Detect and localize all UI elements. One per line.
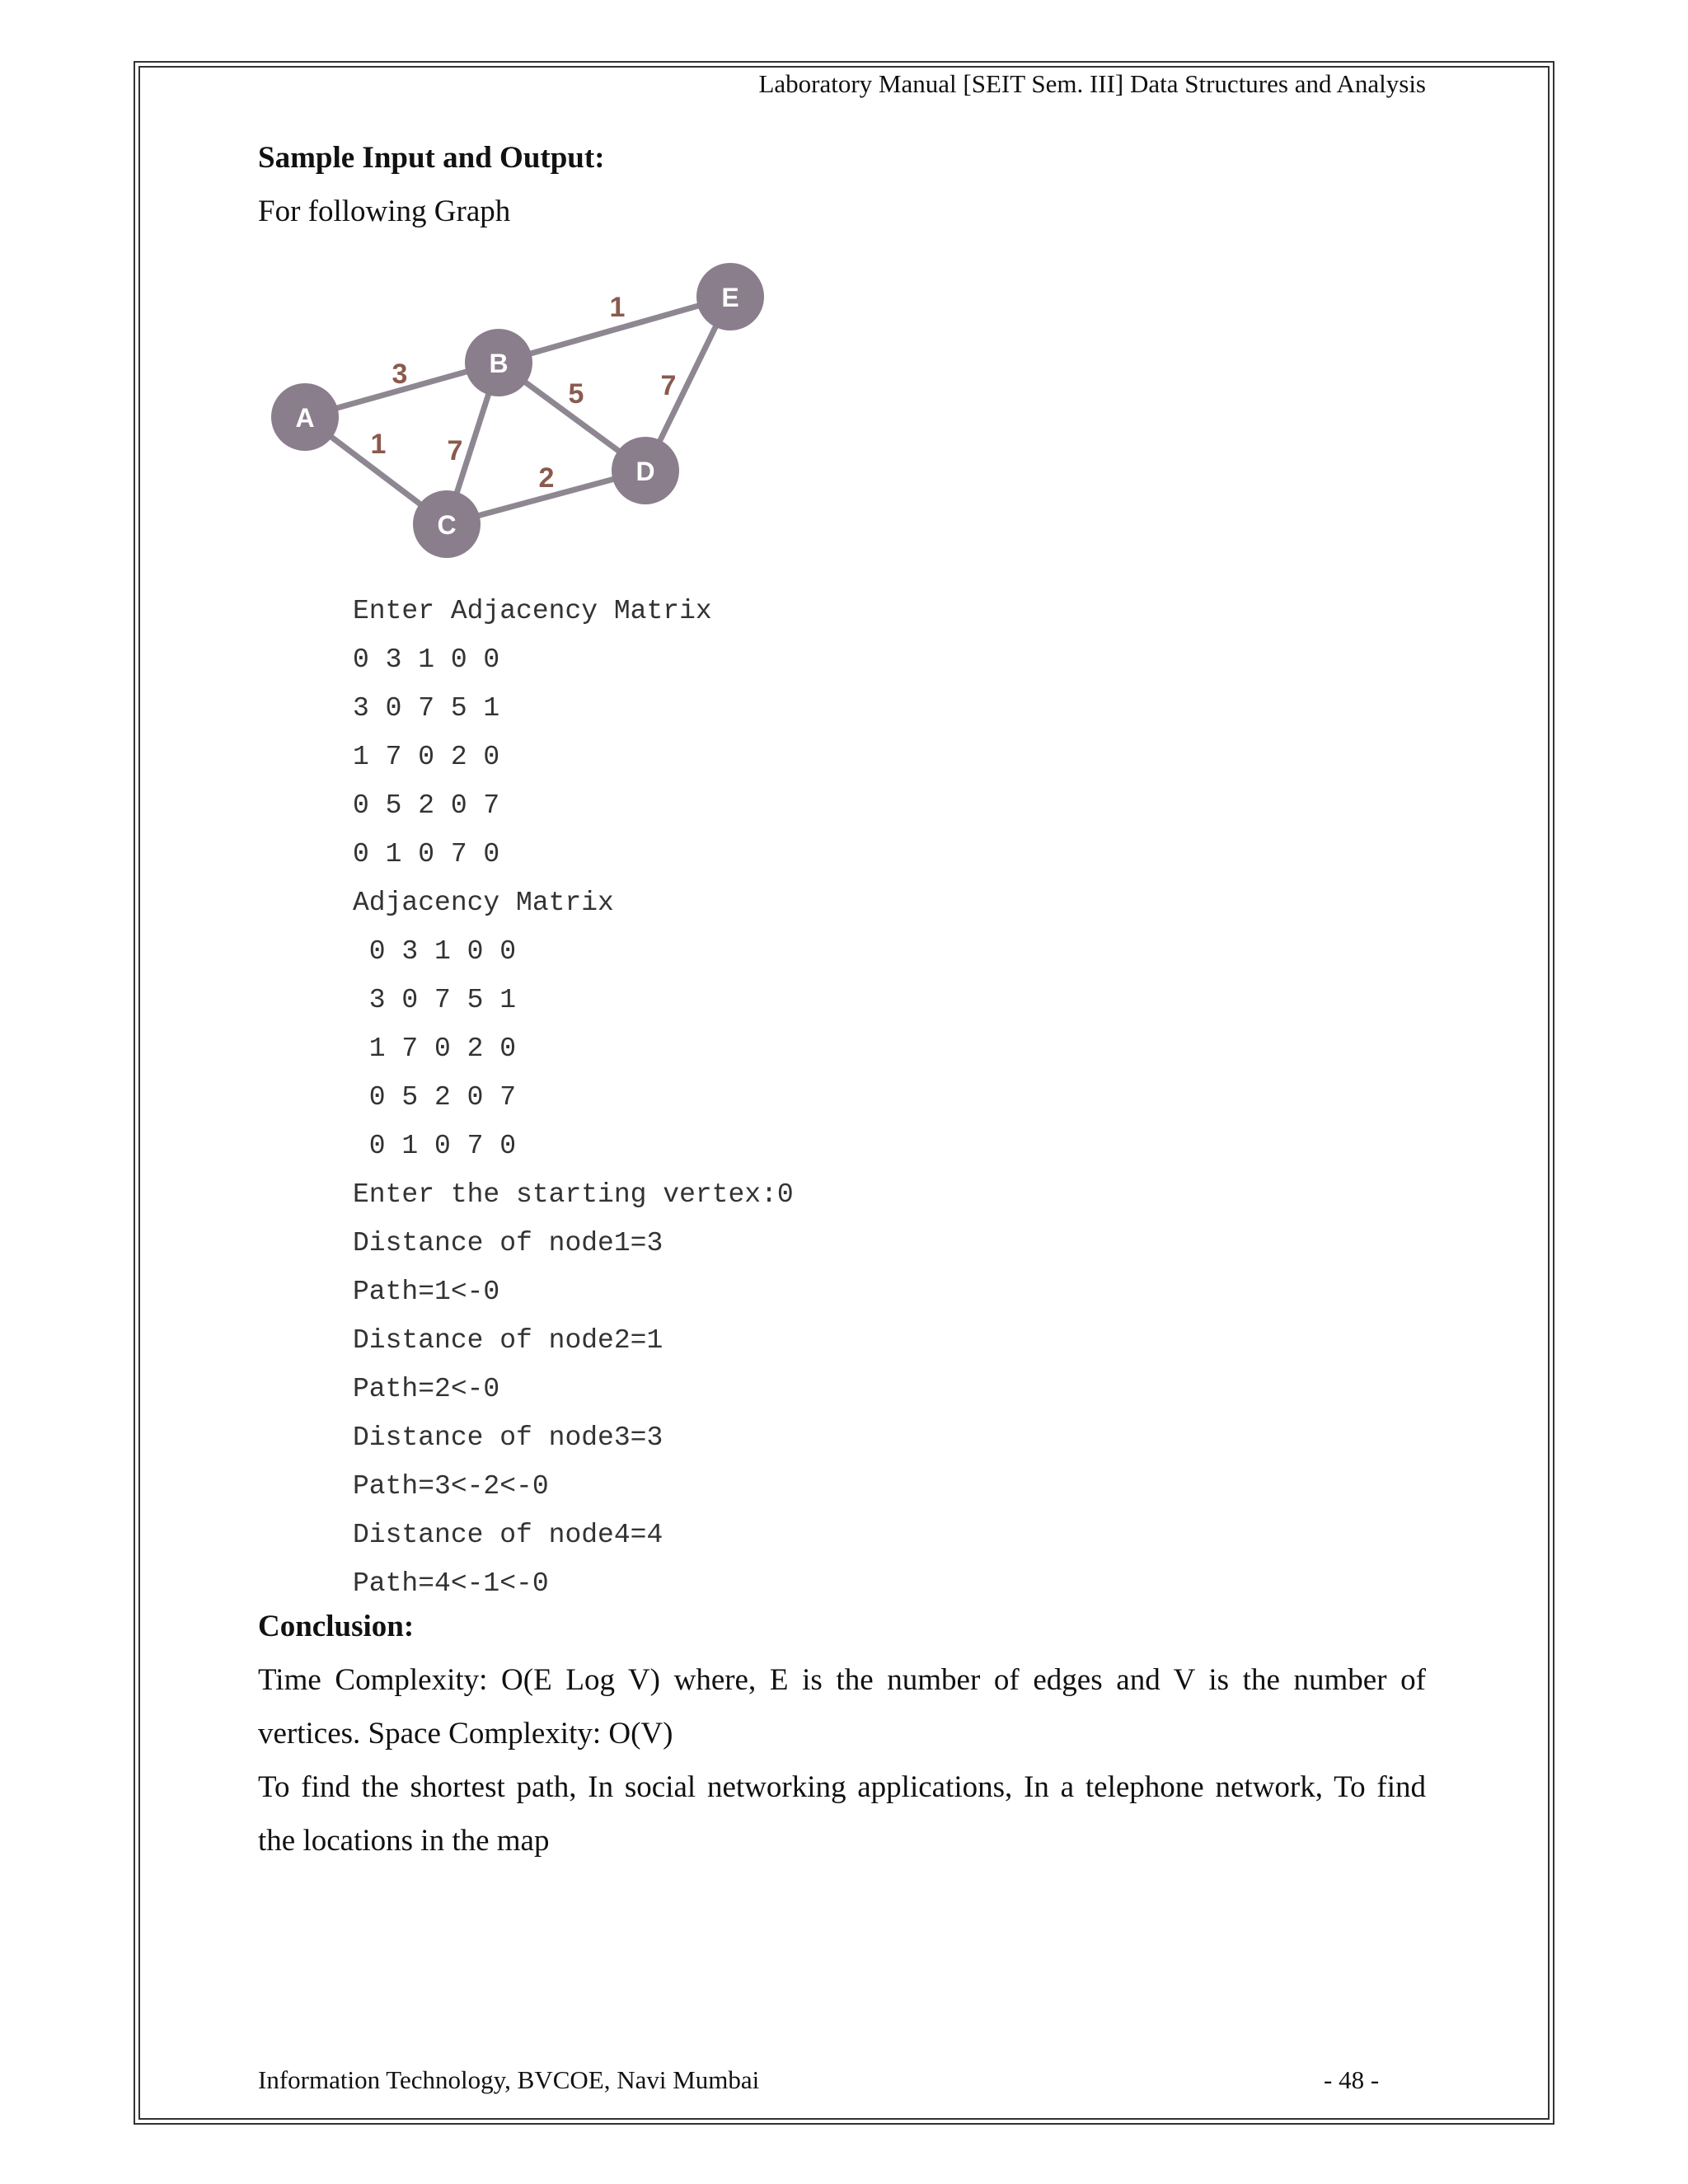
running-header: Laboratory Manual [SEIT Sem. III] Data Structures and Analysis <box>758 69 1426 98</box>
output-line: 0 1 0 7 0 <box>353 1131 517 1161</box>
conclusion-heading: Conclusion: <box>258 1610 415 1643</box>
output-line: Enter the starting vertex:0 <box>353 1179 794 1210</box>
weight-a-b: 3 <box>392 359 408 390</box>
output-line: 0 5 2 0 7 <box>353 790 500 821</box>
output-line: Path=4<-1<-0 <box>353 1568 549 1599</box>
node-label-a: A <box>295 403 315 433</box>
weight-c-d: 2 <box>538 462 555 494</box>
output-line: 0 5 2 0 7 <box>353 1082 517 1113</box>
output-line: Enter Adjacency Matrix <box>353 596 712 626</box>
applications-text-line-2: the locations in the map <box>258 1824 550 1858</box>
weight-a-c: 1 <box>370 429 387 460</box>
output-line: Distance of node4=4 <box>353 1520 663 1550</box>
page-number: - 48 - <box>1324 2065 1380 2094</box>
node-label-c: C <box>437 510 457 540</box>
weight-b-e: 1 <box>609 292 626 323</box>
sample-heading: Sample Input and Output: <box>258 141 605 175</box>
output-line: 0 3 1 0 0 <box>353 936 517 967</box>
weight-b-d: 5 <box>568 378 584 410</box>
output-line: Path=3<-2<-0 <box>353 1471 549 1502</box>
node-label-e: E <box>721 283 739 312</box>
node-label-d: D <box>635 457 655 486</box>
output-line: Distance of node1=3 <box>353 1228 663 1258</box>
weighted-graph-diagram <box>258 251 785 573</box>
output-line: Path=2<-0 <box>353 1374 500 1404</box>
applications-text-line-1: To find the shortest path, In social networking applications, In a telephone network, To find <box>258 1770 1426 1804</box>
output-line: 0 3 1 0 0 <box>353 644 500 675</box>
output-line: 0 1 0 7 0 <box>353 839 500 869</box>
weight-b-c: 7 <box>447 435 463 466</box>
weight-d-e: 7 <box>660 370 677 401</box>
output-line: 3 0 7 5 1 <box>353 985 517 1015</box>
complexity-text-line-2: vertices. Space Complexity: O(V) <box>258 1717 673 1750</box>
output-line: 1 7 0 2 0 <box>353 1033 517 1064</box>
output-line: Adjacency Matrix <box>353 888 614 918</box>
output-line: Path=1<-0 <box>353 1277 500 1307</box>
output-line: 1 7 0 2 0 <box>353 742 500 772</box>
complexity-text-line-1: Time Complexity: O(E Log V) where, E is the number of edges and V is the number of <box>258 1663 1426 1697</box>
node-label-b: B <box>489 349 509 378</box>
output-line: Distance of node2=1 <box>353 1325 663 1356</box>
output-line: Distance of node3=3 <box>353 1422 663 1453</box>
footer-institution: Information Technology, BVCOE, Navi Mumbai <box>258 2065 760 2094</box>
graph-intro: For following Graph <box>258 194 511 228</box>
program-output <box>353 587 794 1608</box>
output-line: 3 0 7 5 1 <box>353 693 500 724</box>
